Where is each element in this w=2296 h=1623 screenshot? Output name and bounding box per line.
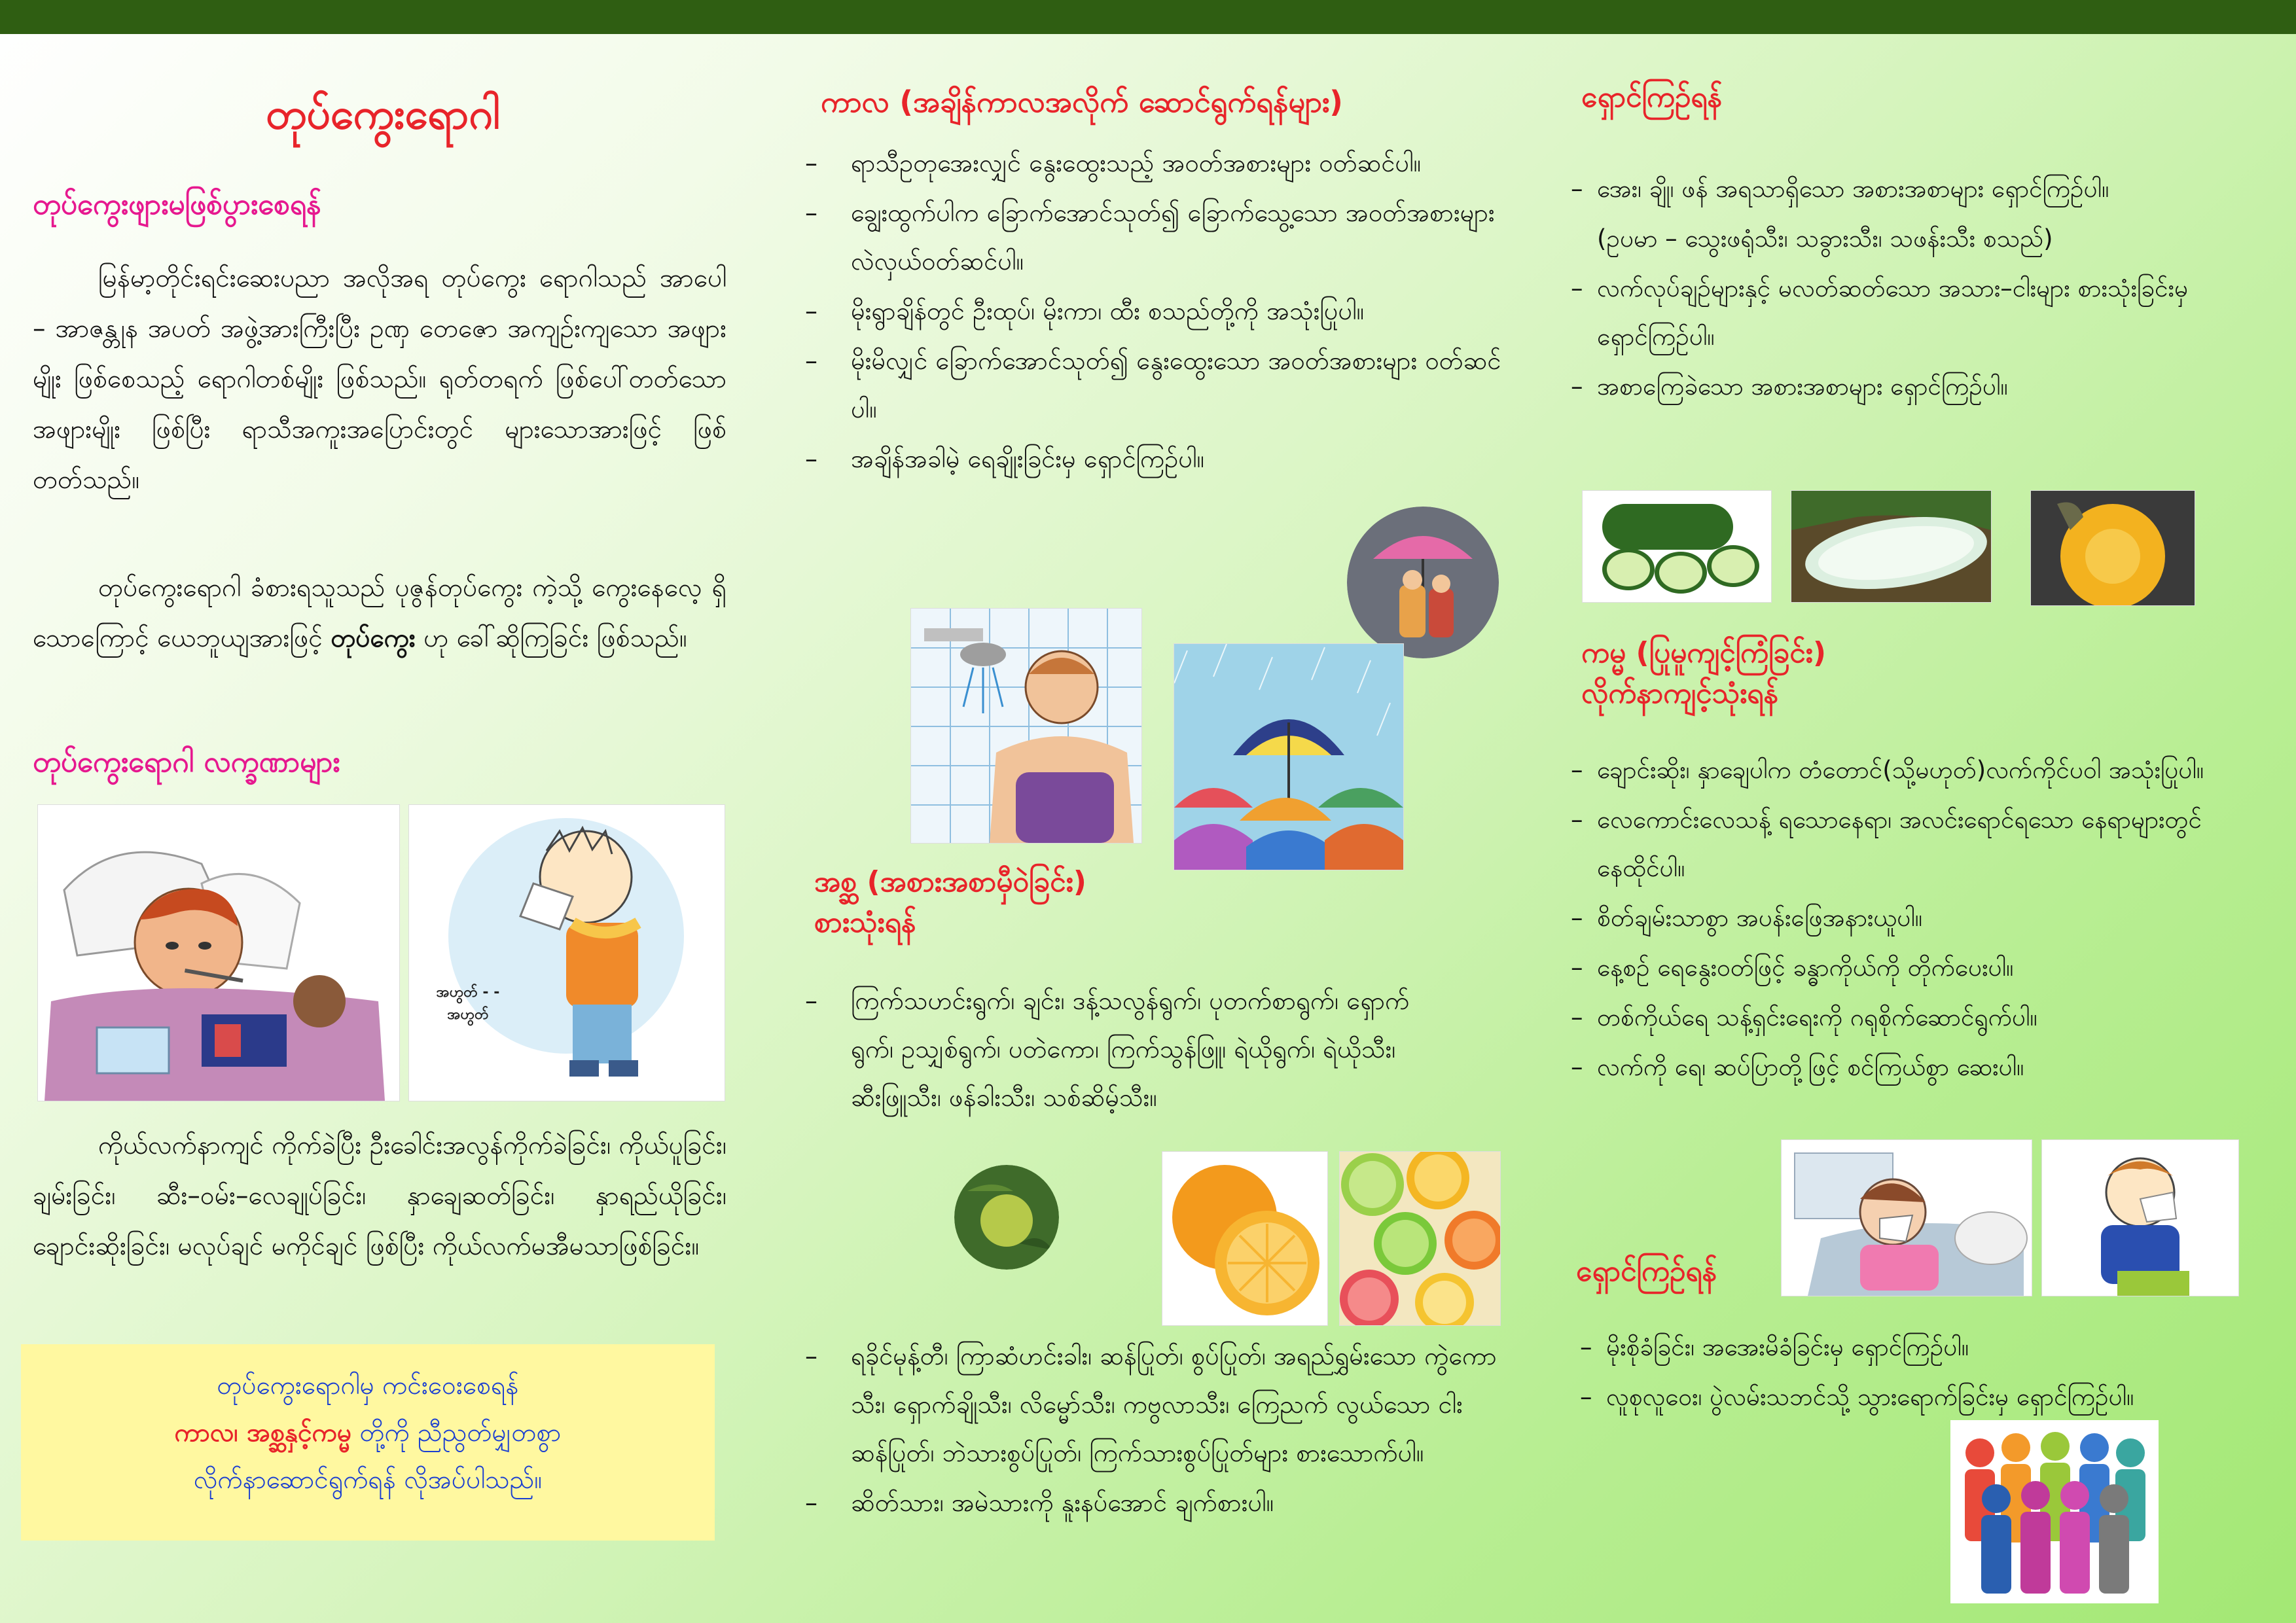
umbrellas-rain-image: [1174, 644, 1403, 870]
citrus-mix-photo: [1340, 1152, 1500, 1325]
nose-blowing-boy-image: [2042, 1140, 2238, 1296]
avoid-item: [1571, 363, 2271, 411]
bullet-dash: –: [805, 198, 817, 227]
orange-fruit-photo: [1162, 1152, 1327, 1325]
rain-umbrella-kids-image: [1347, 507, 1499, 658]
kala-item-text: ရာသီဥတုအေးလျှင် နွေးထွေးသည့် အဝတ်အစားများ ဝတ်ဆင်ပါ။: [851, 149, 1422, 177]
note-line2-bold: ကာလ၊ အစ္ဆနှင့်ကမ္မ: [174, 1418, 352, 1448]
kamma-item: [1571, 796, 2271, 893]
note-box: [21, 1344, 715, 1541]
bullet-dash: –: [1571, 806, 1583, 834]
kala-item-text: မိုးရွာချိန်တွင် ဦးထုပ်၊ မိုးကာ၊ ထီး စသည်တို့ကို အသုံးပြုပါ။: [851, 296, 1365, 325]
bullet-dash: –: [1571, 756, 1583, 784]
paragraph-definition: မြန်မာ့တိုင်းရင်းဆေးပညာ အလိုအရ တုပ်ကွေး ရောဂါသည် အာပေါ – အာဇန္တုန အပတ် အဖွဲ့အားကြီးပြီး ဥဏှ တေဇော အကျဉ်းကျသော အဖျားမျိုး ဖြစ်စေသည့် ရောဂါတစ်မျိုး ဖြစ်သည်။ ရုတ်တရက် ဖြစ်ပေါ်တတ်သော အဖျားမျိုး ဖြစ်ပြီး ရာသီအကူးအပြောင်းတွင် များသောအားဖြင့် ဖြစ်တတ်သည်။: [33, 264, 726, 495]
kamma-item: [1571, 894, 2271, 942]
avoid-food-list: [1571, 165, 2271, 412]
food-item-text: ရခိုင်မုန့်တီ၊ ကြာဆံဟင်းခါး၊ ဆန်ပြုတ်၊ စွပ်ပြုတ်၊ အရည်ရွှမ်းသော ကွဲကောသီး၊ ရှောက်ချိုသီး၊ လိမ္မော်သီး၊ ကဗွလာသီး၊ ကြေညက် လွယ်သော ငါးဆန်ပြုတ်၊ ဘဲသားစွပ်ပြုတ်၊ ကြက်သားစွပ်ပြုတ်များ စားသောက်ပါ။: [851, 1342, 1497, 1467]
avoid-item: [1571, 264, 2271, 361]
kamma-item: [1571, 746, 2271, 794]
note-line2: [21, 1410, 715, 1457]
kamma-list: [1571, 746, 2271, 1093]
avoid-item-text: (ဥပမာ – သွေးဖရုံသီး၊ သခွားသီး၊ သဖန်းသီး စသည်): [1597, 224, 2053, 253]
kamma-item: [1571, 1043, 2271, 1092]
top-green-bar: [0, 0, 2296, 34]
sick-in-bed-image: [38, 805, 399, 1101]
bullet-dash: –: [805, 149, 817, 177]
food-item: [805, 1332, 1518, 1477]
kala-item: [805, 188, 1518, 285]
avoid-item-text: လက်လုပ်ချဉ်များနှင့် မလတ်ဆတ်သော အသား–ငါးများ စားသုံးခြင်းမှ ရှောင်ကြဉ်ပါ။: [1597, 274, 2189, 351]
bullet-dash: –: [805, 444, 817, 473]
crowd-people-icon: [1950, 1420, 2159, 1603]
column-left: [26, 34, 740, 1623]
food-item-text: ကြက်သဟင်းရွက်၊ ချင်း၊ ဒန့်သလွန်ရွက်၊ ပုတက်စာရွက်၊ ရှောက်ရွက်၊ ဥသျှစ်ရွက်၊ ပတဲကော၊ ကြက်သွန်ဖြူ၊ ရဲယိုရွက်၊ ရဲယိုသီး၊ ဆီးဖြူသီး၊ ဖန်ခါးသီး၊ သစ်ဆိမ့်သီး။: [851, 986, 1410, 1112]
heading-kala: ကာလ (အချိန်ကာလအလိုက် ဆောင်ရွက်ရန်များ): [821, 84, 1343, 119]
avoid-behavior-text: လူစုလူဝေး၊ ပွဲလမ်းသဘင်သို့ သွားရောက်ခြင်းမှ ရှောင်ကြဉ်ပါ။: [1606, 1383, 2134, 1411]
shower-man-image: [911, 609, 1141, 843]
avoid-behavior-item: [1580, 1323, 2280, 1372]
heading-avoid-food: ရှောင်ကြဉ်ရန်: [1581, 80, 1723, 114]
avoid-item: [1571, 165, 2271, 213]
pumpkin-image: [2031, 491, 2195, 605]
note-line1: တုပ်ကွေးရောဂါမှ ကင်းဝေးစေရန်: [217, 1371, 519, 1400]
bullet-dash: –: [805, 1488, 817, 1517]
bullet-dash: –: [805, 296, 817, 325]
winter-melon-photo: [1791, 491, 1991, 602]
umbrellas-rain-illustration: [1174, 644, 1403, 870]
pumpkin-photo: [2031, 491, 2195, 605]
avoid-item: [1571, 215, 2271, 263]
crowd-people-image: [1950, 1420, 2159, 1603]
sick-in-bed-illustration: [38, 805, 399, 1101]
kamma-item-text: ချောင်းဆိုး၊ နှာချေပါက တံတောင်(သို့မဟုတ်)လက်ကိုင်ပဝါ အသုံးပြုပါ။: [1597, 756, 2204, 784]
cucumber-image: [1583, 491, 1771, 602]
avoid-behavior-text: မိုးစိုခံခြင်း၊ အအေးမိခံခြင်းမှ ရှောင်ကြဉ်ပါ။: [1606, 1333, 1969, 1361]
avoid-item-text: အေး၊ ချို၊ ဖန် အရသာရှိသော အစားအစာများ ရှောင်ကြဉ်ပါ။: [1597, 175, 2109, 203]
kala-item: [805, 139, 1518, 187]
bullet-dash: –: [805, 986, 817, 1015]
kamma-item-text: စိတ်ချမ်းသာစွာ အပန်းဖြေအနားယူပါ။: [1597, 904, 1922, 932]
note-line2-rest: တို့ကို ညီညွတ်မျှတစွာ: [351, 1418, 562, 1448]
kamma-item-text: လေကောင်းလေသန့် ရသောနေရာ၊ အလင်းရောင်ရသော နေရာများတွင် နေထိုင်ပါ။: [1597, 806, 2202, 882]
kamma-item-text: နေ့စဉ် ရေနွေးဝတ်ဖြင့် ခန္ဓာကိုယ်ကို တိုက်ပေးပါ။: [1597, 954, 2014, 982]
origin-text-bold: တုပ်ကွေး: [331, 624, 416, 653]
nose-blowing-boy-illustration: [2042, 1140, 2238, 1296]
bullet-dash: –: [805, 1342, 817, 1370]
shower-man-illustration: [911, 609, 1141, 843]
avoid-item-text: အစာကြေခဲသော အစားအစာများ ရှောင်ကြဉ်ပါ။: [1597, 372, 2008, 401]
main-title: တုပ်ကွေးရောဂါ: [266, 90, 500, 139]
origin-text-c: ဟု ခေါ်ဆိုကြခြင်း ဖြစ်သည်။: [423, 624, 687, 653]
bullet-dash: –: [1571, 274, 1583, 302]
kala-item-text: မိုးမိလျှင် ခြောက်အောင်သုတ်၍ နွေးထွေးသော အဝတ်အစားများ ဝတ်ဆင်ပါ။: [851, 346, 1501, 423]
sick-woman-tissue-image: [1782, 1140, 2032, 1296]
kala-item-text: အချိန်အခါမဲ့ ရေချိုးခြင်းမှ ရှောင်ကြဉ်ပါ။: [851, 444, 1205, 473]
heading-food-line1: အစ္ဆ (အစားအစာမှီဝဲခြင်း): [814, 865, 1086, 899]
origin-text-a: တုပ်ကွေးရောဂါ ခံစားရသူသည် ပုဇွန်တုပ်ကွေး ကဲ့သို့ ကွေးနေလေ့ ရှိသောကြောင့် ယေဘူယျအားဖြင့်: [33, 573, 726, 653]
citrus-mix-image: [1340, 1152, 1500, 1325]
heading-symptoms: တုပ်ကွေးရောဂါ လက္ခဏာများ: [33, 745, 340, 779]
paragraph-symptoms: ကိုယ်လက်နာကျင် ကိုက်ခဲပြီး ဦးခေါင်းအလွန်ကိုက်ခဲခြင်း၊ ကိုယ်ပူခြင်း၊ ချမ်းခြင်း၊ ဆီး–ဝမ်း–လေချုပ်ခြင်း၊ နှာချေဆတ်ခြင်း၊ နှာရည်ယိုခြင်း၊ ချောင်းဆိုးခြင်း၊ မလုပ်ချင် မကိုင်ချင် ဖြစ်ပြီး ကိုယ်လက်မအီမသာဖြစ်ခြင်း။: [33, 1131, 726, 1261]
bullet-dash: –: [1571, 1053, 1583, 1081]
bullet-dash: –: [1571, 372, 1583, 401]
kala-item: [805, 336, 1518, 433]
food-item-text: ဆိတ်သား၊ အမဲသားကို နူးနပ်အောင် ချက်စားပါ။: [851, 1488, 1274, 1517]
bullet-dash: –: [1571, 175, 1583, 203]
heading-avoid-behavior: ရှောင်ကြဉ်ရန်: [1576, 1255, 1717, 1288]
rain-umbrella-kids-photo: [1347, 507, 1499, 658]
bullet-dash: –: [1580, 1333, 1592, 1361]
kamma-item-text: တစ်ကိုယ်ရေ သန့်ရှင်းရေးကို ဂရုစိုက်ဆောင်ရွက်ပါ။: [1597, 1003, 2037, 1031]
paragraph-name-origin: [33, 563, 726, 664]
pomelo-tree-image: [954, 1165, 1059, 1270]
food-item: [805, 1478, 1518, 1527]
avoid-behavior-item: [1580, 1373, 2280, 1421]
winter-melon-image: [1791, 491, 1991, 602]
cucumber-photo: [1583, 491, 1771, 602]
heading-kamma-line1: ကမ္မ (ပြုမူကျင့်ကြံခြင်း): [1581, 636, 1826, 669]
heading-food-line2: စားသုံးရန်: [814, 906, 916, 939]
kamma-item-text: လက်ကို ရေ၊ ဆပ်ပြာတို့ဖြင့် စင်ကြယ်စွာ ဆေးပါ။: [1597, 1053, 2024, 1081]
column-right: [1571, 34, 2271, 1623]
sick-woman-tissue-illustration: [1782, 1140, 2032, 1296]
kala-item: [805, 287, 1518, 335]
heading-prevention: တုပ်ကွေးဖျားမဖြစ်ပွားစေရန်: [33, 188, 321, 221]
heading-food: [814, 862, 1086, 943]
column-middle: [805, 34, 1518, 1623]
sneeze-sound-line1: အဟွတ် - -: [436, 984, 500, 1001]
heading-kamma-line2: လိုက်နာကျင့်သုံးရန်: [1581, 677, 1779, 710]
sneeze-sound-line2: အဟွတ်: [447, 1007, 489, 1023]
orange-fruit-image: [1162, 1152, 1327, 1325]
bullet-dash: –: [1571, 1003, 1583, 1031]
bullet-dash: –: [1571, 954, 1583, 982]
kala-item: [805, 435, 1518, 483]
food-list-2: [805, 1332, 1518, 1528]
food-list-1: [805, 976, 1518, 1123]
heading-kamma: [1581, 633, 1826, 714]
kala-item-text: ချွေးထွက်ပါက ခြောက်အောင်သုတ်၍ ခြောက်သွေ့သော အဝတ်အစားများ လဲလှယ်ဝတ်ဆင်ပါ။: [851, 198, 1495, 276]
avoid-behavior-list: [1580, 1323, 2280, 1423]
bullet-dash: –: [805, 346, 817, 375]
kala-list: [805, 139, 1518, 484]
bullet-dash: –: [1571, 904, 1583, 932]
sneezing-boy-illustration: [409, 805, 725, 1101]
pomelo-tree-photo: [954, 1165, 1059, 1270]
kamma-item: [1571, 944, 2271, 992]
kamma-item: [1571, 993, 2271, 1042]
sneeze-sound-label: [435, 982, 501, 1026]
food-item: [805, 976, 1518, 1122]
bullet-dash: –: [1580, 1383, 1592, 1411]
sneezing-boy-image: [409, 805, 725, 1101]
note-line3: လိုက်နာဆောင်ရွက်ရန် လိုအပ်ပါသည်။: [193, 1465, 543, 1495]
